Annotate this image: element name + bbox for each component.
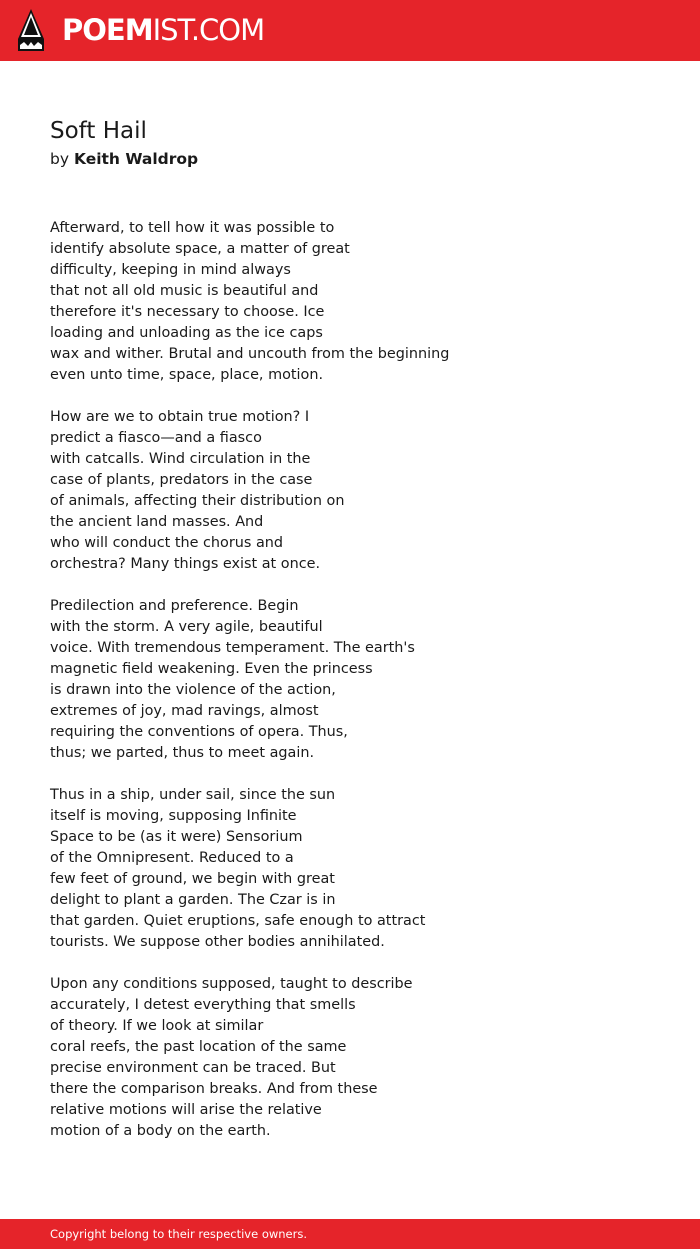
poem-stanza	[50, 974, 670, 1142]
poem-line: extremes of joy, mad ravings, almost	[50, 703, 319, 719]
poem-line: How are we to obtain true motion? I	[50, 409, 310, 425]
poem-line: predict a fiasco—and a fiasco	[50, 430, 262, 446]
poem-line: relative motions will arise the relative	[50, 1102, 322, 1118]
poem-line: there the comparison breaks. And from these	[50, 1081, 378, 1097]
poem-line: identify absolute space, a matter of great	[50, 241, 350, 257]
poem-line: therefore it's necessary to choose. Ice	[50, 304, 325, 320]
author-name: Keith Waldrop	[73, 150, 199, 168]
poem-line: of the Omnipresent. Reduced to a	[50, 850, 294, 866]
poem-line: accurately, I detest everything that smells	[50, 997, 356, 1013]
poem-stanza	[50, 218, 670, 386]
poem-stanza	[50, 785, 670, 953]
logo-light-text: IST.COM	[152, 13, 265, 47]
poem-title: Soft Hail	[50, 118, 147, 144]
poem-line: wax and wither. Brutal and uncouth from the beginning	[50, 346, 450, 362]
poem-body	[50, 218, 670, 1163]
poem-line: few feet of ground, we begin with great	[50, 871, 335, 887]
poem-line: difficulty, keeping in mind always	[50, 262, 291, 278]
site-footer	[0, 1219, 700, 1249]
poem-line: Space to be (as it were) Sensorium	[50, 829, 303, 845]
poem-line: that not all old music is beautiful and	[50, 283, 319, 299]
logo-bold-text: POEM	[62, 13, 153, 47]
poem-stanza	[50, 596, 670, 764]
poem-line: of animals, affecting their distribution on	[50, 493, 345, 509]
by-label: by	[50, 150, 70, 168]
poem-line: motion of a body on the earth.	[50, 1123, 271, 1139]
poem-line: magnetic field weakening. Even the princess	[50, 661, 373, 677]
poem-line: thus; we parted, thus to meet again.	[50, 745, 315, 761]
poem-line: is drawn into the violence of the action,	[50, 682, 336, 698]
poem-line: itself is moving, supposing Infinite	[50, 808, 297, 824]
poem-line: coral reefs, the past location of the same	[50, 1039, 347, 1055]
poem-line: Afterward, to tell how it was possible to	[50, 220, 335, 236]
site-header	[0, 0, 700, 61]
poem-byline	[50, 149, 198, 169]
poem-line: Predilection and preference. Begin	[50, 598, 299, 614]
poem-stanza	[50, 407, 670, 575]
poem-line: the ancient land masses. And	[50, 514, 264, 530]
pencil-icon[interactable]	[18, 9, 44, 51]
poem-line: case of plants, predators in the case	[50, 472, 313, 488]
poem-line: with catcalls. Wind circulation in the	[50, 451, 311, 467]
poem-line: that garden. Quiet eruptions, safe enough to attract	[50, 913, 426, 929]
copyright-text: Copyright belong to their respective owners.	[50, 1227, 308, 1241]
poem-line: tourists. We suppose other bodies annihilated.	[50, 934, 385, 950]
poem-line: of theory. If we look at similar	[50, 1018, 264, 1034]
poem-line: who will conduct the chorus and	[50, 535, 284, 551]
poem-line: precise environment can be traced. But	[50, 1060, 336, 1076]
poem-line: Upon any conditions supposed, taught to describe	[50, 976, 413, 992]
site-logo[interactable]	[62, 12, 264, 48]
poem-line: orchestra? Many things exist at once.	[50, 556, 321, 572]
poem-line: loading and unloading as the ice caps	[50, 325, 323, 341]
poem-line: Thus in a ship, under sail, since the sun	[50, 787, 336, 803]
poem-line: delight to plant a garden. The Czar is in	[50, 892, 336, 908]
poem-line: voice. With tremendous temperament. The earth's	[50, 640, 415, 656]
poem-line: even unto time, space, place, motion.	[50, 367, 324, 383]
poem-line: with the storm. A very agile, beautiful	[50, 619, 323, 635]
poem-line: requiring the conventions of opera. Thus,	[50, 724, 348, 740]
